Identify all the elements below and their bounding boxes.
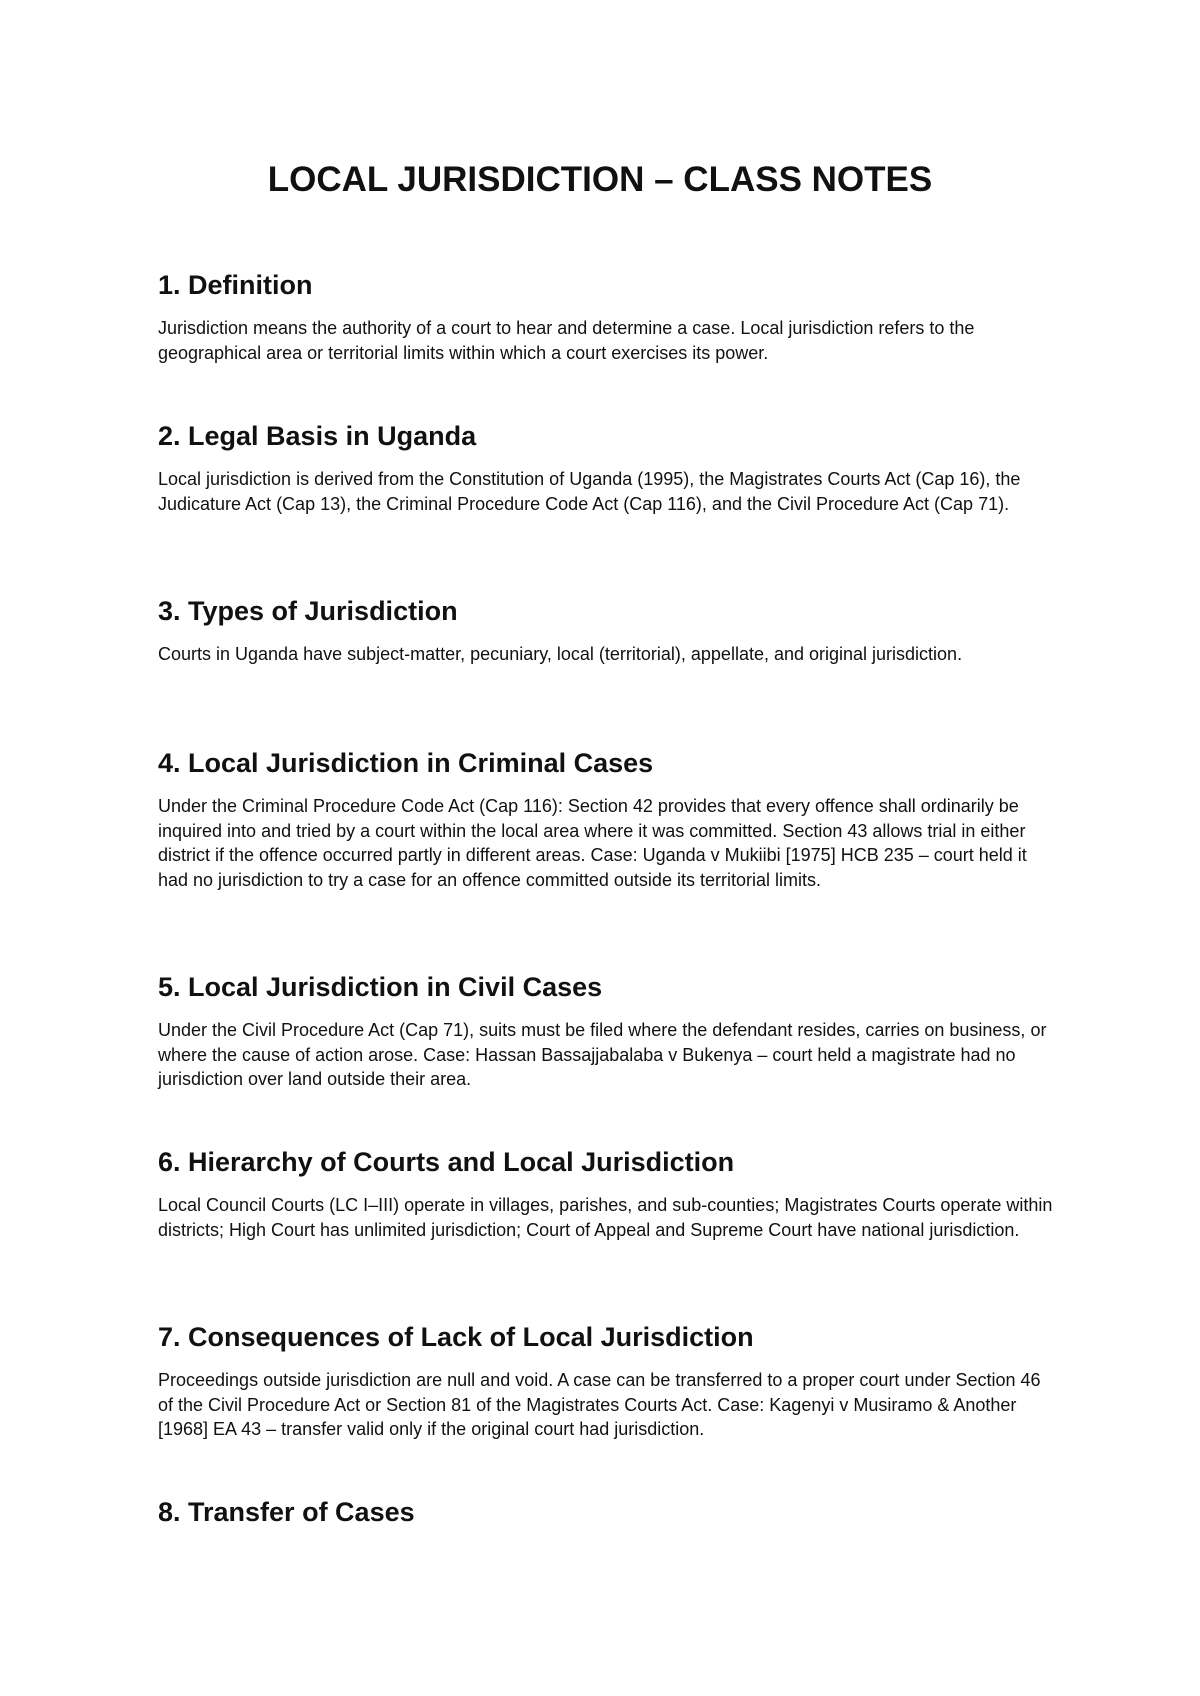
section-definition [158,268,1058,365]
document-title: LOCAL JURISDICTION – CLASS NOTES [267,160,933,199]
section-heading: 8. Transfer of Cases [158,1497,415,1527]
section-transfer-of-cases [158,1495,1058,1529]
section-body: Under the Civil Procedure Act (Cap 71), suits must be filed where the defendant resides, carries on business, or where the cause of action arose. Case: Hassan Bassajjabalaba v Bukenya – court held a magistrate had no jurisdiction over land outside their area. [158,1020,1047,1089]
section-heading: 4. Local Jurisdiction in Criminal Cases [158,748,654,778]
section-heading: 5. Local Jurisdiction in Civil Cases [158,972,603,1002]
section-heading: 2. Legal Basis in Uganda [158,421,477,451]
section-heading: 1. Definition [158,270,313,300]
section-types-of-jurisdiction [158,594,1058,667]
section-body: Local Council Courts (LC I–III) operate in villages, parishes, and sub-counties; Magistrates Courts operate within districts; High Court has unlimited jurisdiction; Court of Appeal and Supreme Court have national jurisdiction. [158,1195,1053,1240]
section-heading: 7. Consequences of Lack of Local Jurisdiction [158,1322,754,1352]
section-body: Jurisdiction means the authority of a court to hear and determine a case. Local jurisdiction refers to the geographical area or territorial limits within which a court exercises its power. [158,318,975,363]
section-legal-basis [158,419,1058,516]
section-body: Under the Criminal Procedure Code Act (Cap 116): Section 42 provides that every offence shall ordinarily be inquired into and tried by a court within the local area where it was committed. Section 43 allows trial in either district if the offence occurred partly in different areas. Case: Uganda v Mukiibi [1975] HCB 235 – court held it had no jurisdiction to try a case for an offence committed outside its territorial limits. [158,796,1027,890]
section-heading: 3. Types of Jurisdiction [158,596,458,626]
section-body: Proceedings outside jurisdiction are null and void. A case can be transferred to a proper court under Section 46 of the Civil Procedure Act or Section 81 of the Magistrates Courts Act. Case: Kagenyi v Musiramo & Another [1968] EA 43 – transfer valid only if the original court had jurisdiction. [158,1370,1041,1439]
section-body: Local jurisdiction is derived from the Constitution of Uganda (1995), the Magistrates Courts Act (Cap 16), the Judicature Act (Cap 13), the Criminal Procedure Code Act (Cap 116), and the Civil Procedure Act (Cap 71). [158,469,1021,514]
section-consequences [158,1320,1058,1442]
section-civil-cases [158,970,1058,1092]
section-heading: 6. Hierarchy of Courts and Local Jurisdiction [158,1147,735,1177]
section-hierarchy-of-courts [158,1145,1058,1242]
section-body: Courts in Uganda have subject-matter, pecuniary, local (territorial), appellate, and original jurisdiction. [158,644,963,664]
section-criminal-cases [158,746,1058,892]
